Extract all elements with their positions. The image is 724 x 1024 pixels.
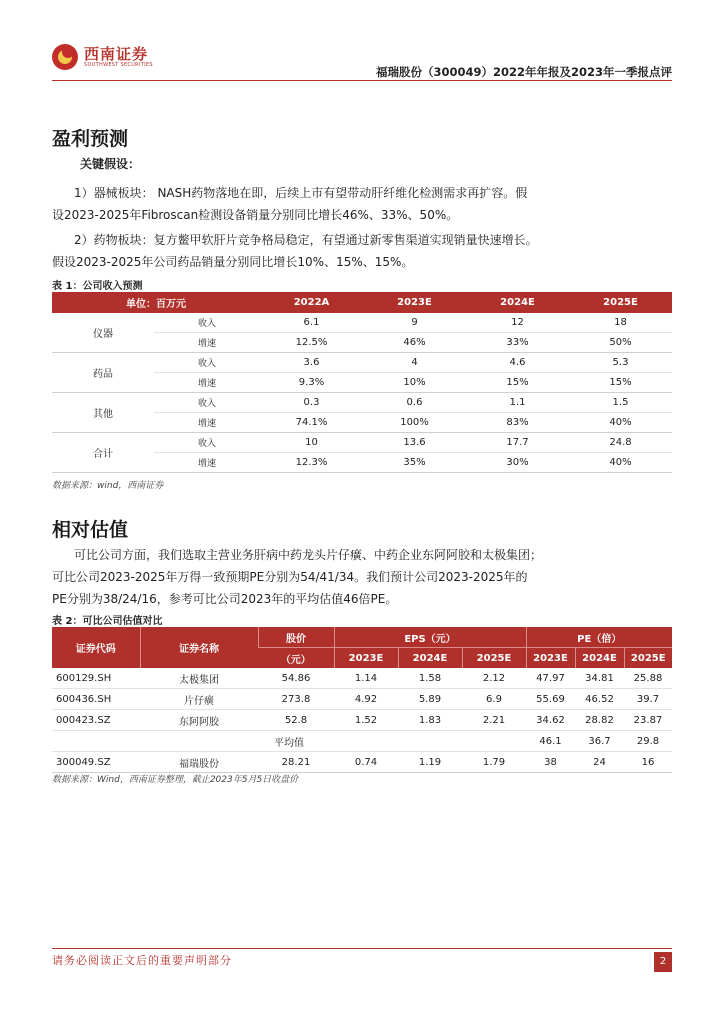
table-cell: 33% bbox=[466, 333, 569, 353]
table-cell: 1.1 bbox=[466, 393, 569, 413]
pe-value: 16 bbox=[624, 752, 672, 773]
metric-label: 收入 bbox=[154, 353, 260, 373]
table-cell: 30% bbox=[466, 453, 569, 473]
eps-value: 2.12 bbox=[462, 668, 526, 689]
security-name: 太极集团 bbox=[140, 668, 258, 689]
table-cell: 40% bbox=[569, 453, 672, 473]
table2-header-row-1 bbox=[52, 627, 672, 648]
table-cell: 9.3% bbox=[260, 373, 363, 393]
key-assumptions-text: 关键假设： bbox=[80, 157, 141, 171]
security-code: 600129.SH bbox=[52, 668, 140, 689]
valuation-comparison-table bbox=[52, 627, 672, 773]
paragraph-drug-line2: 假设2023-2025年公司药品销量分别同比增长10%、15%、15%。 bbox=[52, 255, 414, 269]
table2-header-year: 2025E bbox=[462, 648, 526, 669]
logo-mark-icon bbox=[52, 44, 78, 70]
eps-value: 1.52 bbox=[334, 710, 398, 731]
pe-value: 25.88 bbox=[624, 668, 672, 689]
table2-source: 数据来源：Wind，西南证券整理，截止2023年5月5日收盘价 bbox=[52, 775, 299, 785]
footer-divider bbox=[52, 948, 672, 949]
table1-header-year: 2022A bbox=[260, 292, 363, 313]
table-cell: 0.6 bbox=[363, 393, 466, 413]
metric-label: 增速 bbox=[154, 373, 260, 393]
table2-header-code: 证券代码 bbox=[52, 627, 140, 668]
table-row bbox=[52, 689, 672, 710]
table-cell: 46% bbox=[363, 333, 466, 353]
table-row bbox=[52, 393, 672, 413]
pe-value: 38 bbox=[526, 752, 575, 773]
paragraph-valuation-line3: PE分别为38/24/16，参考可比公司2023年的平均估值46倍PE。 bbox=[52, 592, 398, 606]
metric-label: 收入 bbox=[154, 433, 260, 453]
table1-source: 数据来源：wind，西南证券 bbox=[52, 481, 164, 491]
average-pe-value: 36.7 bbox=[575, 731, 624, 752]
table-cell: 100% bbox=[363, 413, 466, 433]
table2-header-name: 证券名称 bbox=[140, 627, 258, 668]
footer-disclaimer: 请务必阅读正文后的重要声明部分 bbox=[52, 954, 232, 967]
eps-value: 1.83 bbox=[398, 710, 462, 731]
table1-header-unit: 单位：百万元 bbox=[52, 292, 260, 313]
pe-value: 34.62 bbox=[526, 710, 575, 731]
key-assumptions-label bbox=[80, 153, 380, 175]
pe-value: 23.87 bbox=[624, 710, 672, 731]
table-cell: 12.5% bbox=[260, 333, 363, 353]
table2-header-year: 2025E bbox=[624, 648, 672, 669]
table-cell: 12 bbox=[466, 313, 569, 333]
table-cell: 83% bbox=[466, 413, 569, 433]
table1-header-row bbox=[52, 292, 672, 313]
table-cell: 6.1 bbox=[260, 313, 363, 333]
average-label: 平均值 bbox=[52, 731, 526, 752]
security-code: 300049.SZ bbox=[52, 752, 140, 773]
eps-value: 1.79 bbox=[462, 752, 526, 773]
logo-text-cn: 西南证券 bbox=[84, 45, 149, 63]
table-cell: 24.8 bbox=[569, 433, 672, 453]
security-name: 片仔癀 bbox=[140, 689, 258, 710]
table-cell: 3.6 bbox=[260, 353, 363, 373]
table2-header-year: 2024E bbox=[398, 648, 462, 669]
table2-header-year: 2024E bbox=[575, 648, 624, 669]
section-title-valuation: 相对估值 bbox=[52, 519, 129, 541]
table2-caption: 表 2：可比公司估值对比 bbox=[52, 616, 163, 627]
revenue-forecast-table bbox=[52, 292, 672, 473]
company-logo bbox=[52, 40, 162, 76]
average-row bbox=[52, 731, 672, 752]
eps-value: 5.89 bbox=[398, 689, 462, 710]
security-name: 福瑞股份 bbox=[140, 752, 258, 773]
average-pe-value: 29.8 bbox=[624, 731, 672, 752]
table-cell: 9 bbox=[363, 313, 466, 333]
eps-value: 1.19 bbox=[398, 752, 462, 773]
segment-name: 药品 bbox=[52, 353, 154, 393]
table-cell: 74.1% bbox=[260, 413, 363, 433]
table1-header-year: 2023E bbox=[363, 292, 466, 313]
table1-header-year: 2025E bbox=[569, 292, 672, 313]
paragraph-drug-line1: 2）药物板块：复方鳖甲软肝片竞争格局稳定，有望通过新零售渠道实现销量快速增长。 bbox=[74, 233, 538, 247]
logo-text-en: SOUTHWEST SECURITIES bbox=[84, 62, 153, 68]
pe-value: 34.81 bbox=[575, 668, 624, 689]
security-name: 东阿阿胶 bbox=[140, 710, 258, 731]
eps-value: 1.58 bbox=[398, 668, 462, 689]
page-number: 2 bbox=[654, 952, 672, 972]
average-pe-value: 46.1 bbox=[526, 731, 575, 752]
paragraph-device bbox=[52, 182, 672, 226]
table2-header-price-unit: （元） bbox=[258, 648, 334, 669]
eps-value: 6.9 bbox=[462, 689, 526, 710]
segment-name: 仪器 bbox=[52, 313, 154, 353]
report-title: 福瑞股份（300049）2022年年报及2023年一季报点评 bbox=[375, 65, 672, 79]
eps-value: 1.14 bbox=[334, 668, 398, 689]
eps-value: 4.92 bbox=[334, 689, 398, 710]
metric-label: 增速 bbox=[154, 333, 260, 353]
pe-value: 24 bbox=[575, 752, 624, 773]
table2-header-eps: EPS（元） bbox=[334, 627, 526, 648]
table-row bbox=[52, 710, 672, 731]
security-code: 000423.SZ bbox=[52, 710, 140, 731]
metric-label: 增速 bbox=[154, 453, 260, 473]
table-cell: 10% bbox=[363, 373, 466, 393]
pe-value: 28.82 bbox=[575, 710, 624, 731]
metric-label: 收入 bbox=[154, 393, 260, 413]
eps-value: 0.74 bbox=[334, 752, 398, 773]
paragraph-valuation bbox=[52, 544, 672, 610]
paragraph-device-line2: 设2023-2025年Fibroscan检测设备销量分别同比增长46%、33%、50%。 bbox=[52, 208, 459, 222]
segment-name: 合计 bbox=[52, 433, 154, 473]
table-cell: 1.5 bbox=[569, 393, 672, 413]
pe-value: 55.69 bbox=[526, 689, 575, 710]
metric-label: 增速 bbox=[154, 413, 260, 433]
paragraph-valuation-line2: 可比公司2023-2025年万得一致预期PE分别为54/41/34。我们预计公司2023-2025年的 bbox=[52, 570, 528, 584]
table-cell: 17.7 bbox=[466, 433, 569, 453]
table-row bbox=[52, 313, 672, 333]
table2-header-year: 2023E bbox=[334, 648, 398, 669]
table1-header-year: 2024E bbox=[466, 292, 569, 313]
stock-price: 273.8 bbox=[258, 689, 334, 710]
paragraph-valuation-line1: 可比公司方面，我们选取主营业务肝病中药龙头片仔癀、中药企业东阿阿胶和太极集团； bbox=[74, 548, 543, 562]
table2-header-pe: PE（倍） bbox=[526, 627, 672, 648]
section-title-profit-forecast: 盈利预测 bbox=[52, 128, 129, 150]
stock-price: 54.86 bbox=[258, 668, 334, 689]
table-cell: 50% bbox=[569, 333, 672, 353]
security-code: 600436.SH bbox=[52, 689, 140, 710]
pe-value: 47.97 bbox=[526, 668, 575, 689]
metric-label: 收入 bbox=[154, 313, 260, 333]
table-cell: 5.3 bbox=[569, 353, 672, 373]
table-row bbox=[52, 353, 672, 373]
table2-header-year: 2023E bbox=[526, 648, 575, 669]
table-cell: 10 bbox=[260, 433, 363, 453]
table1-caption: 表 1：公司收入预测 bbox=[52, 281, 143, 292]
paragraph-drug bbox=[52, 229, 672, 273]
paragraph-device-line1: 1）器械板块： NASH药物落地在即，后续上市有望带动肝纤维化检测需求再扩容。假 bbox=[74, 186, 528, 200]
table-cell: 4.6 bbox=[466, 353, 569, 373]
header-divider bbox=[52, 80, 672, 81]
table-cell: 0.3 bbox=[260, 393, 363, 413]
table-cell: 4 bbox=[363, 353, 466, 373]
company-row bbox=[52, 752, 672, 773]
table-row bbox=[52, 433, 672, 453]
pe-value: 46.52 bbox=[575, 689, 624, 710]
table-cell: 15% bbox=[569, 373, 672, 393]
table-row bbox=[52, 668, 672, 689]
table-cell: 40% bbox=[569, 413, 672, 433]
stock-price: 52.8 bbox=[258, 710, 334, 731]
table-cell: 15% bbox=[466, 373, 569, 393]
segment-name: 其他 bbox=[52, 393, 154, 433]
pe-value: 39.7 bbox=[624, 689, 672, 710]
page-header bbox=[52, 40, 672, 80]
stock-price: 28.21 bbox=[258, 752, 334, 773]
eps-value: 2.21 bbox=[462, 710, 526, 731]
table-cell: 18 bbox=[569, 313, 672, 333]
table-cell: 35% bbox=[363, 453, 466, 473]
table-cell: 12.3% bbox=[260, 453, 363, 473]
table2-header-price: 股价 bbox=[258, 627, 334, 648]
table-cell: 13.6 bbox=[363, 433, 466, 453]
